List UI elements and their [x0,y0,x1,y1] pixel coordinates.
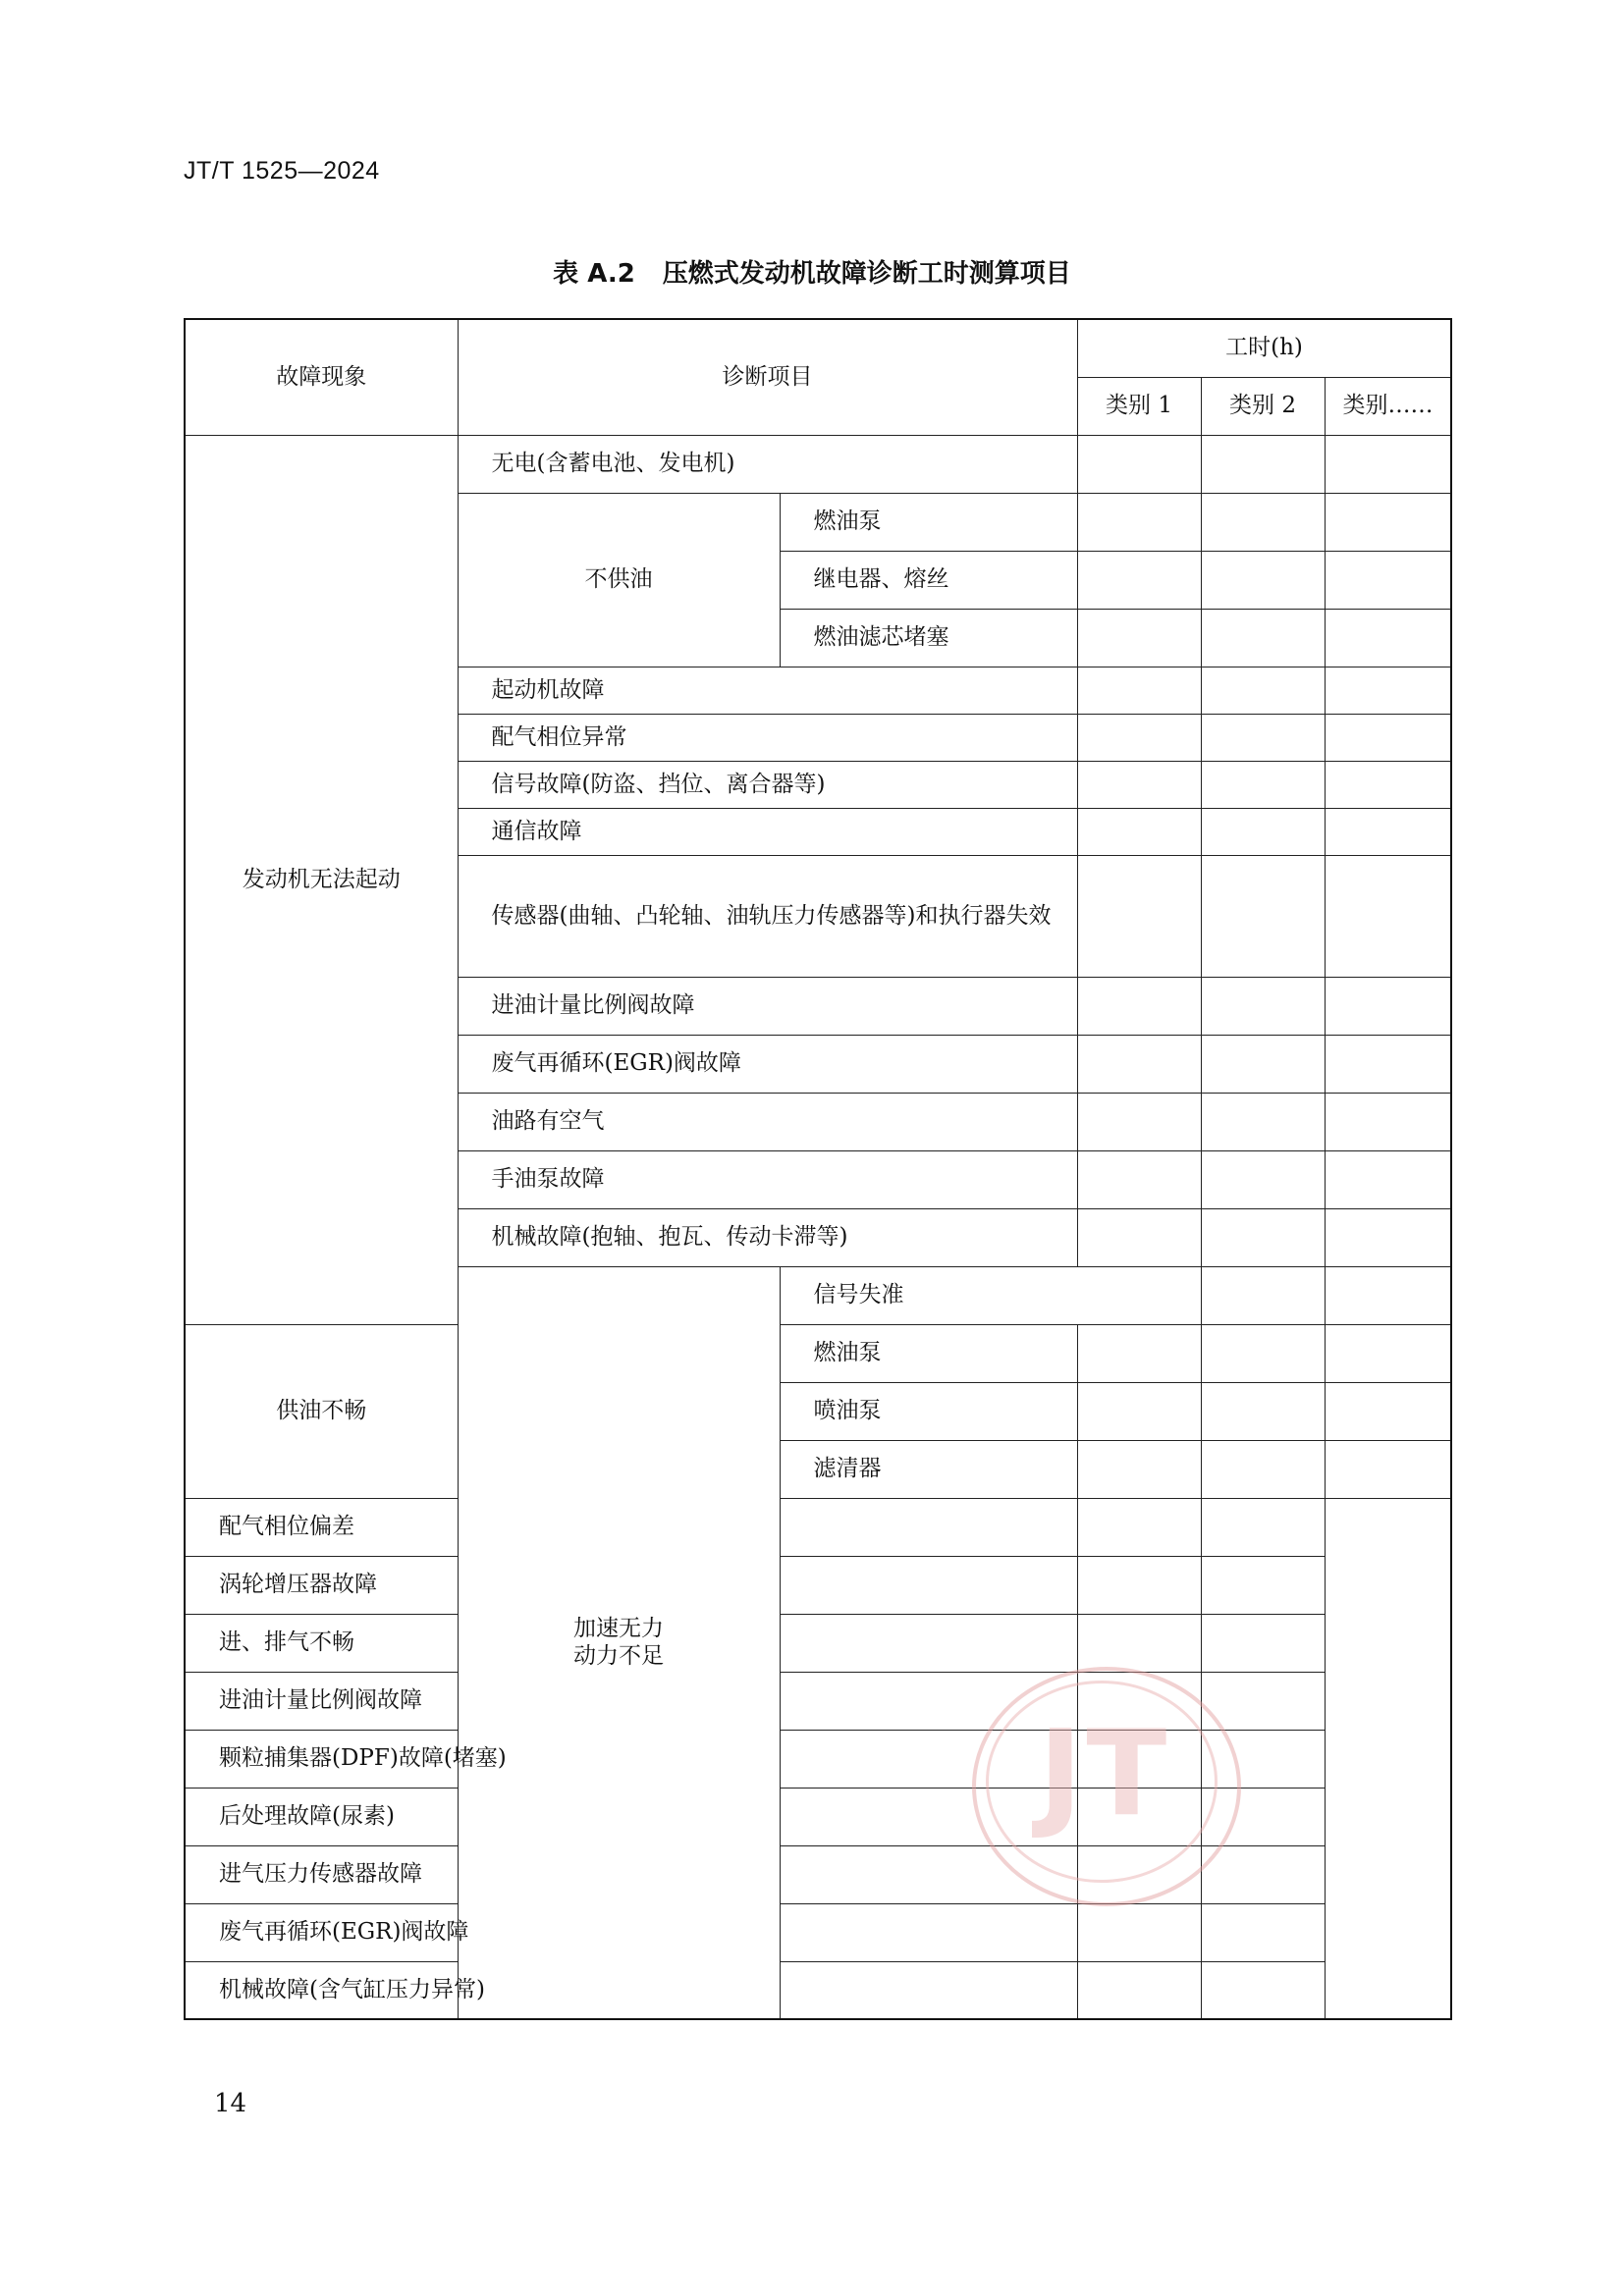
item-cell: 传感器(曲轴、凸轮轴、油轨压力传感器等)和执行器失效 [458,855,1077,977]
symptom-line: 加速无力 [573,1615,664,1641]
item-cell: 废气再循环(EGR)阀故障 [458,1035,1077,1093]
stamp-text: JT [1038,1706,1171,1842]
symptom-cell: 发动机无法起动 [185,435,458,1324]
item-cell: 信号失准 [780,1266,1201,1324]
item-cell: 机械故障(含气缸压力异常) [185,1961,780,2019]
item-cell: 进、排气不畅 [185,1614,780,1672]
item-cell: 后处理故障(尿素) [185,1788,780,1845]
diagnosis-table [184,318,1452,2020]
item-cell: 起动机故障 [458,667,1077,714]
table-title-text: 压燃式发动机故障诊断工时测算项目 [662,259,1071,289]
item-cell: 通信故障 [458,808,1077,855]
table-title-label: 表 A.2 [553,259,635,289]
item-cell: 进气压力传感器故障 [185,1845,780,1903]
header-item: 诊断项目 [458,319,1077,435]
sub-item-cell: 燃油泵 [780,493,1077,551]
item-cell: 进油计量比例阀故障 [185,1672,780,1730]
standard-number: JT/T 1525—2024 [184,157,380,185]
header-category-2: 类别 2 [1201,377,1325,435]
item-cell: 废气再循环(EGR)阀故障 [185,1903,780,1961]
item-cell: 油路有空气 [458,1093,1077,1150]
sub-item-cell: 喷油泵 [780,1382,1077,1440]
symptom-line: 动力不足 [573,1643,664,1670]
item-cell: 无电(含蓄电池、发电机) [458,435,1077,493]
item-cell: 涡轮增压器故障 [185,1556,780,1614]
sub-item-cell: 继电器、熔丝 [780,551,1077,609]
header-symptom: 故障现象 [185,319,458,435]
page-number: 14 [214,2089,247,2118]
item-parent-cell: 不供油 [458,493,780,667]
table-title [0,253,1624,290]
header-category-1: 类别 1 [1077,377,1201,435]
item-cell: 配气相位偏差 [185,1498,780,1556]
item-parent-cell: 供油不畅 [185,1324,458,1498]
sub-item-cell: 滤清器 [780,1440,1077,1498]
sub-item-cell: 燃油滤芯堵塞 [780,609,1077,667]
header-hours: 工时(h) [1077,319,1451,377]
item-cell: 手油泵故障 [458,1150,1077,1208]
item-cell: 配气相位异常 [458,714,1077,761]
item-cell: 机械故障(抱轴、抱瓦、传动卡滞等) [458,1208,1077,1266]
item-cell: 颗粒捕集器(DPF)故障(堵塞) [185,1730,780,1788]
item-cell: 进油计量比例阀故障 [458,977,1077,1035]
header-category-3: 类别…… [1325,377,1451,435]
sub-item-cell: 燃油泵 [780,1324,1077,1382]
item-cell: 信号故障(防盗、挡位、离合器等) [458,761,1077,808]
